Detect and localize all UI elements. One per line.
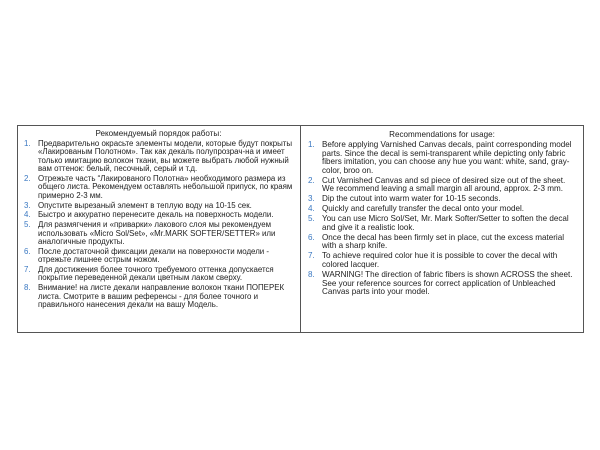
russian-step — [21, 140, 296, 174]
english-step — [305, 177, 579, 194]
russian-step — [21, 284, 296, 310]
step-number: 6. — [308, 232, 315, 242]
step-text: To achieve required color hue it is possible to cover the decal with colored lacquer. — [322, 251, 558, 270]
russian-instructions-column — [18, 126, 301, 332]
russian-step — [21, 221, 296, 247]
step-number: 8. — [24, 283, 31, 293]
step-number: 1. — [24, 138, 31, 148]
step-text: Для достижения более точного требуемого оттенка допускается покрытие переведенной декали цветным лаком сверху. — [38, 264, 274, 283]
step-text: Для размягчения и «приварки» лакового слоя мы рекомендуем использовать «Micro Sol/Set», «Mr.MARK SOFTER/SETTER» или аналогичные продукты. — [38, 220, 276, 247]
step-number: 5. — [24, 220, 31, 230]
step-number: 2. — [24, 173, 31, 183]
english-step — [305, 195, 579, 204]
step-number: 7. — [24, 264, 31, 274]
step-number: 3. — [24, 200, 31, 210]
step-number: 6. — [24, 246, 31, 256]
step-text: Cut Varnished Canvas and sd piece of desired size out of the sheet. We recommend leaving a small margin all around, approx. 2-3 mm. — [322, 175, 566, 194]
step-number: 1. — [308, 139, 315, 149]
step-text: You can use Micro Sol/Set, Mr. Mark Softer/Setter to soften the decal and give it a realistic look. — [322, 214, 569, 232]
english-step — [305, 252, 579, 269]
step-number: 3. — [308, 194, 315, 204]
english-step — [305, 234, 579, 251]
russian-step — [21, 248, 296, 265]
instructions-card — [17, 125, 584, 333]
step-text: Quickly and carefully transfer the decal onto your model. — [322, 204, 524, 214]
russian-title: Рекомендуемый порядок работы: — [95, 129, 222, 138]
step-number: 4. — [24, 210, 31, 220]
step-text: Before applying Varnished Canvas decals, paint corresponding model parts. Since the decal is semi-transparent while depicting only fabric fibers imitation, you can choose any hue you want: white, sand, gray-color, broo on. — [322, 139, 572, 175]
step-text: Dip the cutout into warm water for 10-15 seconds. — [322, 194, 501, 204]
russian-step — [21, 266, 296, 283]
step-number: 2. — [308, 175, 315, 185]
english-step — [305, 141, 579, 175]
english-steps-list — [305, 141, 579, 297]
step-text: Предварительно окрасьте элементы модели, которые будут покрыты «Лакированым Полотном». Так как декаль полупрозрач-на и имеет только имитацию волокон ткани, вы можете выбрать любой нужный вам оттенок: белый, песочный, серый и т.д. — [38, 138, 293, 174]
english-title: Recommendations for usage: — [389, 130, 495, 139]
english-step — [305, 215, 579, 232]
step-text: WARNING! The direction of fabric fibers is shown ACROSS the sheet. See your reference sources for correct application of Unbleached Canvas parts into your model. — [322, 270, 573, 297]
step-text: Быстро и аккуратно перенесите декаль на поверхность модели. — [38, 210, 274, 220]
step-text: Опустите вырезаный элемент в теплую воду на 10-15 сек. — [38, 200, 252, 210]
english-step — [305, 205, 579, 214]
step-number: 4. — [308, 204, 315, 214]
english-instructions-column — [301, 126, 583, 332]
step-number: 8. — [308, 270, 315, 280]
russian-step — [21, 175, 296, 201]
step-text: После достаточной фиксации декали на поверхности модели - отрежьте лишнее острым ножом. — [38, 246, 270, 265]
russian-step — [21, 202, 296, 211]
step-text: Once the decal has been firmly set in place, cut the excess material with a sharp knife. — [322, 232, 565, 251]
step-number: 5. — [308, 214, 315, 224]
english-step — [305, 271, 579, 297]
step-number: 7. — [308, 251, 315, 261]
step-text: Отрежьте часть “Лакированого Полотна» необходимого размера из общего листа. Рекомендуем оставлять небольшой припуск, по краям примерно 2-3 мм. — [38, 173, 293, 200]
russian-steps-list — [21, 140, 296, 310]
russian-step — [21, 211, 296, 220]
step-text: Внимание! на листе декали направление волокон ткани ПОПЕРЕК листа. Смотрите в вашим референсы - для более точного и правильного нанесения декали на вашу Модель. — [38, 283, 285, 310]
